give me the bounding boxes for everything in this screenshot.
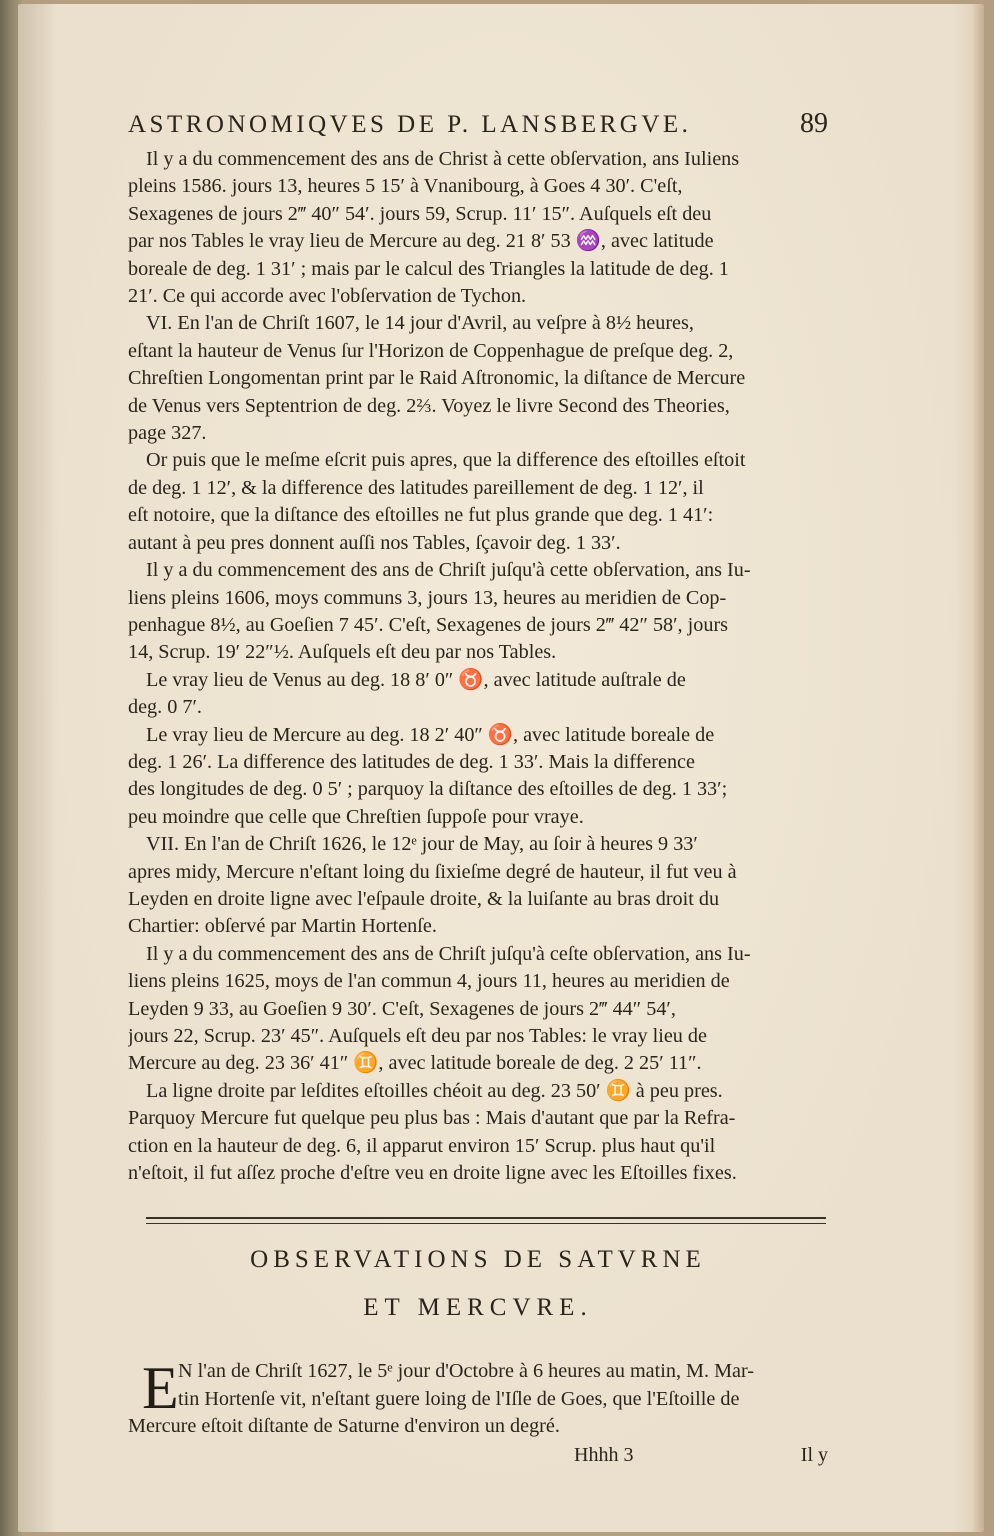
text-line: Mercure au deg. 23 36′ 41″ ♊, avec latitude boreale de deg. 2 25′ 11″. — [128, 1052, 702, 1075]
page-edge-shadow — [972, 4, 984, 1532]
text-line: Chartier: obſervé par Martin Hortenſe. — [128, 915, 437, 938]
text-line: deg. 1 26′. La difference des latitudes de deg. 1 33′. Mais la difference — [128, 750, 695, 773]
text-line: VII. En l'an de Chriſt 1626, le 12ᵉ jour de May, au ſoir à heures 9 33′ — [146, 833, 698, 856]
text-line: Il y a du commencement des ans de Chriſt juſqu'à ceſte obſervation, ans Iu- — [146, 942, 751, 965]
body-text — [128, 146, 828, 1187]
text-line: 14, Scrup. 19′ 22″½. Auſquels eſt deu par nos Tables. — [128, 641, 557, 664]
text-line: des longitudes de deg. 0 5′ ; parquoy la diſtance des eſtoilles de deg. 1 33′; — [128, 778, 728, 801]
text-line: Le vray lieu de Venus au deg. 18 8′ 0″ ♉, avec latitude auſtrale de — [146, 668, 686, 691]
signature-mark: Hhhh 3 — [574, 1443, 634, 1466]
text-line: apres midy, Mercure n'eſtant loing du ſixieſme degré de hauteur, il fut veu à — [128, 860, 737, 883]
text-line: de Venus vers Septentrion de deg. 2⅔. Voyez le livre Second des Theories, — [128, 394, 730, 417]
text-line: liens pleins 1625, moys de l'an commun 4, jours 11, heures au meridien de — [128, 970, 730, 993]
text-line: eſt notoire, que la diſtance des eſtoilles ne fut plus grande que deg. 1 41′: — [128, 504, 714, 527]
text-line: liens pleins 1606, moys communs 3, jours 13, heures au meridien de Cop- — [128, 586, 727, 609]
text-line: Mercure eſtoit diſtante de Saturne d'environ un degré. — [128, 1415, 560, 1438]
text-line: n'eſtoit, il fut aſſez proche d'eſtre veu en droite ligne avec les Eſtoilles fixes. — [128, 1162, 737, 1185]
text-line: 21′. Ce qui accorde avec l'obſervation de Tychon. — [128, 285, 527, 308]
text-line: peu moindre que celle que Chreſtien ſuppoſe pour vraye. — [128, 805, 584, 828]
section-paragraph — [128, 1355, 828, 1440]
text-line: La ligne droite par leſdites eſtoilles chéoit au deg. 23 50′ ♊ à peu pres. — [146, 1079, 723, 1102]
catchword: Il y — [800, 1443, 828, 1466]
running-head — [128, 108, 828, 146]
section-title-line-1: OBSERVATIONS DE SATVRNE — [250, 1246, 706, 1274]
text-line: boreale de deg. 1 31′ ; mais par le calcul des Triangles la latitude de deg. 1 — [128, 257, 729, 280]
text-line: Il y a du commencement des ans de Christ à cette obſervation, ans Iuliens — [146, 148, 740, 170]
text-line: VI. En l'an de Chriſt 1607, le 14 jour d'Avril, au veſpre à 8½ heures, — [146, 312, 694, 335]
text-line: Or puis que le meſme eſcrit puis apres, que la difference des eſtoilles eſtoit — [146, 449, 746, 472]
page-text-block — [128, 108, 828, 1469]
text-line: Leyden en droite ligne avec l'eſpaule droite, & la luiſante au bras droit du — [128, 887, 720, 910]
text-line: pleins 1586. jours 13, heures 5 15′ à Vnanibourg, à Goes 4 30′. C'eſt, — [128, 175, 683, 198]
text-line: par nos Tables le vray lieu de Mercure au deg. 21 8′ 53 ♒, avec latitude — [128, 230, 714, 253]
page-footer — [128, 1441, 828, 1469]
section-divider-rule — [146, 1217, 826, 1224]
running-head-title: ASTRONOMIQVES DE P. LANSBERGVE. — [128, 111, 692, 138]
text-line: tin Hortenſe vit, n'eſtant guere loing de l'Iſle de Goes, que l'Eſtoille de — [178, 1387, 740, 1410]
text-line: autant à peu pres donnent auſſi nos Tables, ſçavoir deg. 1 33′. — [128, 531, 621, 554]
section-title-line-2: ET MERCVRE. — [363, 1294, 593, 1322]
text-line: ction en la hauteur de deg. 6, il apparut environ 15′ Scrup. plus haut qu'il — [128, 1134, 716, 1157]
text-line: Sexagenes de jours 2‴ 40″ 54′. jours 59, Scrup. 11′ 15″. Auſquels eſt deu — [128, 202, 712, 225]
text-line: N l'an de Chriſt 1627, le 5ᵉ jour d'Octobre à 6 heures au matin, M. Mar- — [178, 1360, 755, 1383]
page-number: 89 — [800, 108, 828, 139]
text-line: Leyden 9 33, au Goeſien 9 30′. C'eſt, Sexagenes de jours 2‴ 44″ 54′, — [128, 997, 676, 1020]
text-line: Il y a du commencement des ans de Chriſt juſqu'à cette obſervation, ans Iu- — [146, 559, 751, 582]
text-line: penhague 8½, au Goeſien 7 45′. C'eſt, Sexagenes de jours 2‴ 42″ 58′, jours — [128, 613, 729, 636]
text-line: jours 22, Scrup. 23′ 45″. Auſquels eſt deu par nos Tables: le vray lieu de — [128, 1025, 707, 1047]
text-line: de deg. 1 12′, & la difference des latitudes pareillement de deg. 1 12′, il — [128, 476, 704, 499]
drop-cap-initial: E — [142, 1355, 179, 1422]
text-line: deg. 0 7′. — [128, 696, 202, 719]
text-line: Parquoy Mercure fut quelque peu plus bas : Mais d'autant que par la Refra- — [128, 1107, 736, 1130]
text-line: Chreſtien Longomentan print par le Raid Aſtronomic, la diſtance de Mercure — [128, 367, 746, 390]
text-line: page 327. — [128, 422, 207, 445]
text-line: eſtant la hauteur de Venus ſur l'Horizon de Coppenhague de preſque deg. 2, — [128, 339, 734, 362]
text-line: Le vray lieu de Mercure au deg. 18 2′ 40″ ♉, avec latitude boreale de — [146, 723, 715, 746]
